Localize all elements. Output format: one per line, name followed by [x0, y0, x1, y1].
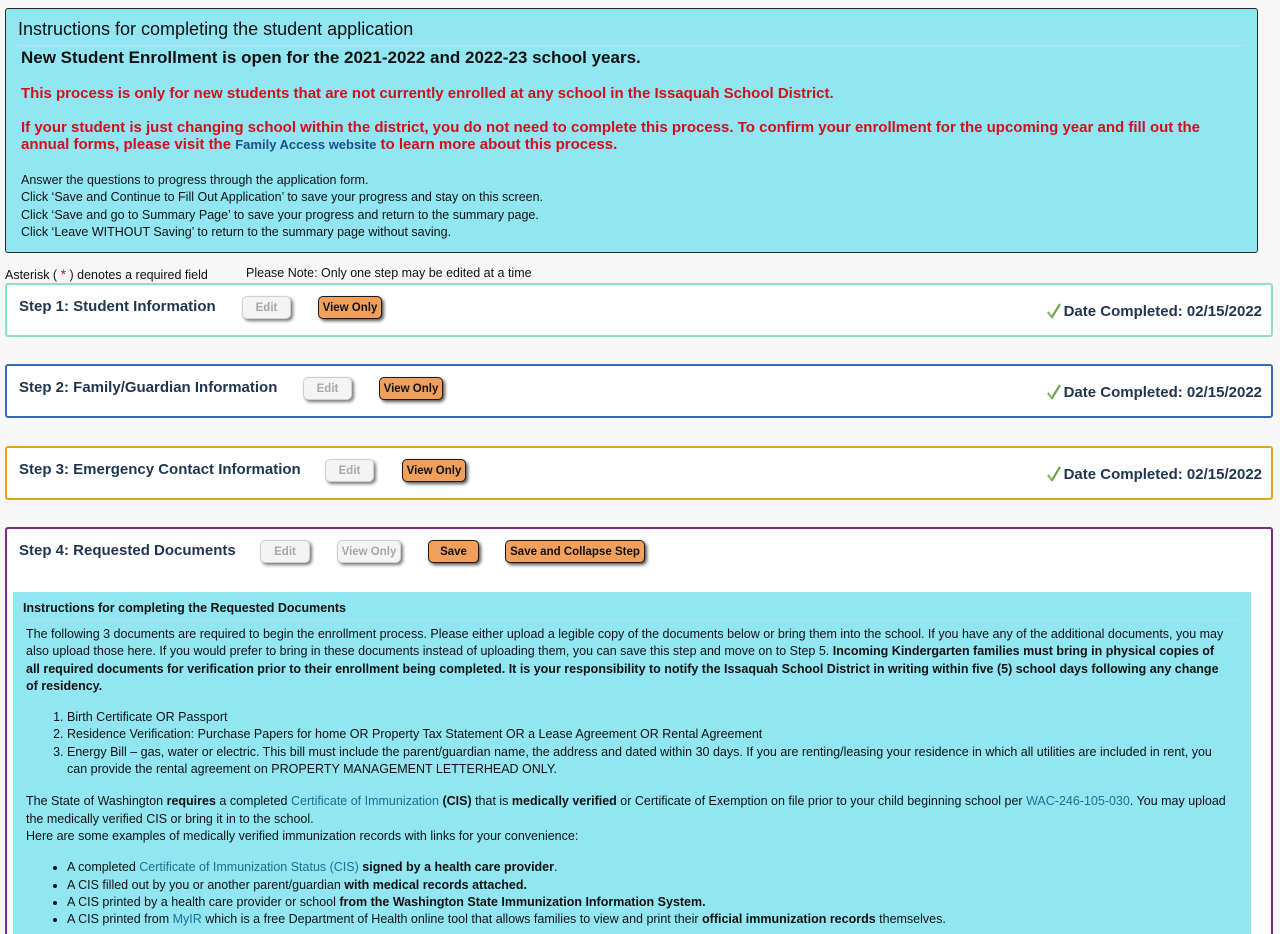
- step-2-edit-button[interactable]: Edit: [303, 377, 352, 400]
- step-1-view-only-button[interactable]: View Only: [318, 296, 382, 319]
- step-1-date-text: Date Completed: 02/15/2022: [1063, 302, 1262, 320]
- list-item: 2. Residence Verification: Purchase Papers for home OR Property Tax Statement OR a Lease Agreement OR Rental Agreement: [67, 726, 1231, 743]
- checkmark-icon: [1046, 465, 1062, 483]
- kindergarten-notice: Incoming Kindergarten families must bring in physical copies of all required documents for verification prior to their enrollment being completed. It is your responsibility to notify the Issaquah School District in writing within five (5) school days following any change of residency.: [26, 644, 1219, 693]
- step-4-edit-button[interactable]: Edit: [260, 540, 310, 563]
- list-item: 1. Birth Certificate OR Passport: [67, 709, 1231, 726]
- certificate-of-immunization-link[interactable]: Certificate of Immunization: [290, 794, 439, 809]
- step-4-save-button[interactable]: Save: [428, 540, 479, 563]
- ex-bold: signed by a health care provider: [358, 860, 554, 875]
- documents-intro-paragraph: [26, 626, 1231, 695]
- immunization-paragraph: [26, 793, 1231, 828]
- ex-text: .: [554, 860, 558, 875]
- enrollment-open-notice: New Student Enrollment is open for the 2021-2022 and 2022-23 school years.: [21, 48, 641, 67]
- step-3-date-completed: [1046, 465, 1262, 483]
- instruction-line: Click ‘Save and Continue to Fill Out Application’ to save your progress and stay on this screen.: [21, 190, 544, 205]
- cis-link[interactable]: Certificate of Immunization Status (CIS): [139, 860, 359, 875]
- step-3-date-text: Date Completed: 02/15/2022: [1063, 465, 1262, 483]
- myir-link[interactable]: MyIR: [172, 912, 202, 927]
- instruction-lines: [21, 172, 543, 241]
- step-2-view-only-button[interactable]: View Only: [379, 377, 443, 400]
- changing-school-text: If your student is just changing school within the district, you do not need to complete this process. To confirm your enrollment for the upcoming year and fill out the annual forms, please visit the: [21, 119, 1200, 153]
- wa-text: The State of Washington: [26, 794, 167, 809]
- wa-bold: medically verified: [511, 794, 617, 809]
- divider: [23, 619, 1239, 620]
- instruction-line: Click ‘Save and go to Summary Page’ to save your progress and return to the summary page.: [21, 207, 539, 222]
- required-asterisk-icon: *: [60, 266, 67, 282]
- step-2-panel: [5, 364, 1273, 418]
- wa-text: a completed: [215, 794, 291, 809]
- wa-bold: requires: [166, 794, 216, 809]
- required-documents-list: [67, 709, 1231, 778]
- step-3-panel: [5, 446, 1273, 500]
- wac-link[interactable]: WAC-246-105-030: [1026, 794, 1130, 809]
- instruction-line: Answer the questions to progress through the application form.: [21, 173, 369, 187]
- ex-text: A completed: [67, 860, 140, 875]
- checkmark-icon: [1046, 383, 1062, 401]
- changing-school-text-end: to learn more about this process.: [376, 136, 618, 153]
- wa-text: that is: [471, 794, 512, 809]
- documents-instructions-title: Instructions for completing the Requested Documents: [23, 601, 346, 615]
- list-item: [67, 911, 1231, 928]
- one-step-note: Please Note: Only one step may be edited at a time: [246, 266, 532, 280]
- required-field-note: [5, 266, 208, 282]
- requested-documents-instructions: [13, 592, 1251, 934]
- step-1-date-completed: [1046, 302, 1262, 320]
- documents-instructions-body: [26, 626, 1231, 928]
- step-2-title: Step 2: Family/Guardian Information: [19, 379, 278, 396]
- list-item: [67, 894, 1231, 911]
- step-2-date-completed: [1046, 383, 1262, 401]
- step-1-title: Step 1: Student Information: [19, 298, 216, 315]
- examples-intro: Here are some examples of medically verified immunization records with links for your convenience:: [26, 828, 579, 843]
- list-item: [67, 859, 1231, 876]
- step-3-edit-button[interactable]: Edit: [325, 459, 374, 482]
- immunization-examples-list: [67, 859, 1231, 928]
- ex-text: which is a free Department of Health online tool that allows families to view and print their: [201, 912, 703, 927]
- wa-text: or Certificate of Exemption on file prior to your child beginning school per: [616, 794, 1027, 809]
- step-3-view-only-button[interactable]: View Only: [402, 459, 466, 482]
- ex-text: A CIS printed from: [67, 912, 173, 927]
- family-access-link[interactable]: Family Access website: [235, 137, 377, 152]
- changing-school-warning: [21, 119, 1246, 153]
- ex-text: A CIS printed by a health care provider or school: [67, 894, 340, 909]
- step-4-panel: [5, 527, 1273, 934]
- ex-text: A CIS filled out by you or another parent/guardian: [67, 877, 345, 892]
- required-note-text-end: ) denotes a required field: [69, 268, 208, 282]
- ex-bold: with medical records attached.: [344, 877, 527, 892]
- application-instructions-panel: [5, 8, 1258, 253]
- step-1-edit-button[interactable]: Edit: [242, 296, 291, 319]
- step-4-save-collapse-button[interactable]: Save and Collapse Step: [505, 540, 645, 563]
- wa-bold: (CIS): [438, 794, 472, 809]
- divider: [18, 45, 1245, 46]
- ex-text: themselves.: [875, 912, 946, 927]
- checkmark-icon: [1046, 302, 1062, 320]
- new-students-warning: This process is only for new students that are not currently enrolled at any school in the Issaquah School District.: [21, 85, 834, 102]
- step-4-view-only-button[interactable]: View Only: [337, 540, 401, 563]
- instructions-title: Instructions for completing the student application: [18, 19, 414, 39]
- step-2-date-text: Date Completed: 02/15/2022: [1063, 383, 1262, 401]
- step-1-panel: [5, 283, 1273, 337]
- list-item: [67, 877, 1231, 894]
- ex-bold: official immunization records: [702, 912, 876, 927]
- list-item: 3. Energy Bill – gas, water or electric. This bill must include the parent/guardian name, the address and dated within 30 days. If you are renting/leasing your residence in which all utilities are included in rent, you can provide the rental agreement on PROPERTY MANAGEMENT LETTERHEAD ONLY.: [67, 744, 1231, 779]
- documents-intro-text: The following 3 documents are required to begin the enrollment process. Please either upload a legible copy of the documents below or bring them into the school. If you have any of the additional documents, you may also upload those here. If you would prefer to bring in these documents instead of uploading them, you can save this step and move on to Step 5.: [26, 627, 1224, 659]
- step-3-title: Step 3: Emergency Contact Information: [19, 461, 301, 478]
- step-4-title: Step 4: Requested Documents: [19, 542, 236, 559]
- required-note-text: Asterisk (: [5, 268, 58, 282]
- ex-bold: from the Washington State Immunization Information System.: [339, 894, 706, 909]
- instruction-line: Click ‘Leave WITHOUT Saving’ to return to the summary page without saving.: [21, 224, 452, 239]
- wa-text: . You may upload the medically verified CIS or bring it in to the school.: [26, 794, 1226, 826]
